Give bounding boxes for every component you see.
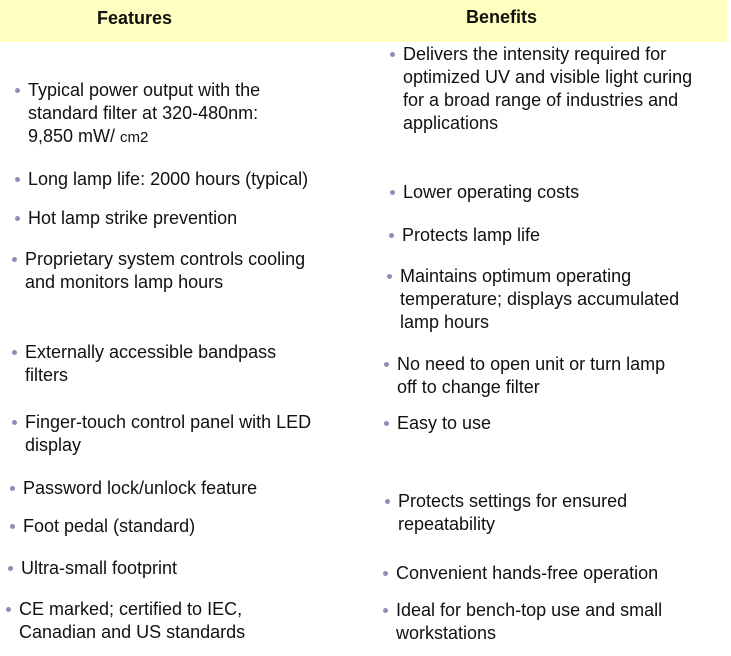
benefit-line: applications: [403, 113, 499, 133]
feature-line: Ultra-small footprint: [21, 558, 178, 578]
bullet-icon: [12, 257, 17, 262]
benefit-line: optimized UV and visible light curing: [403, 67, 693, 87]
bullet-icon: [12, 420, 17, 425]
bullet-icon: [387, 274, 392, 279]
benefit-line: Protects settings for ensured: [398, 491, 628, 511]
bullet-icon: [15, 177, 20, 182]
bullet-icon: [389, 233, 394, 238]
benefit-line: Easy to use: [397, 413, 492, 433]
bullet-icon: [12, 350, 17, 355]
benefit-line: off to change filter: [397, 377, 540, 397]
bullet-icon: [6, 607, 11, 612]
benefit-line: temperature; displays accumulated: [400, 289, 680, 309]
bullet-icon: [390, 52, 395, 57]
feature-line: standard filter at 320-480nm:: [28, 103, 259, 123]
feature-line: Externally accessible bandpass: [25, 342, 277, 362]
benefit-line: Maintains optimum operating: [400, 266, 632, 286]
bullet-icon: [385, 499, 390, 504]
feature-line: CE marked; certified to IEC,: [19, 599, 243, 619]
bullet-icon: [383, 608, 388, 613]
benefit-line: workstations: [396, 623, 497, 643]
feature-line: Foot pedal (standard): [23, 516, 196, 536]
benefit-line: Convenient hands-free operation: [396, 563, 659, 583]
bullet-icon: [8, 566, 13, 571]
bullet-icon: [15, 216, 20, 221]
bullet-icon: [15, 88, 20, 93]
benefit-line: Lower operating costs: [403, 182, 580, 202]
feature-line: Typical power output with the: [28, 80, 261, 100]
bullet-icon: [10, 524, 15, 529]
benefit-line: lamp hours: [400, 312, 490, 332]
benefit-line: No need to open unit or turn lamp: [397, 354, 666, 374]
feature-line: Password lock/unlock feature: [23, 478, 258, 498]
feature-line: Finger-touch control panel with LED: [25, 412, 312, 432]
bullet-icon: [384, 421, 389, 426]
feature-line: 9,850 mW/: [28, 126, 121, 146]
benefit-line: Protects lamp life: [402, 225, 541, 245]
features-heading: Features: [97, 8, 173, 28]
benefit-line: Delivers the intensity required for: [403, 44, 667, 64]
feature-unit: cm2: [120, 129, 149, 146]
bullet-icon: [384, 362, 389, 367]
benefits-heading: Benefits: [466, 7, 538, 27]
bullet-icon: [10, 486, 15, 491]
feature-line: and monitors lamp hours: [25, 272, 224, 292]
feature-line: display: [25, 435, 82, 455]
benefit-line: repeatability: [398, 514, 496, 534]
bullet-icon: [383, 571, 388, 576]
benefit-line: Ideal for bench-top use and small: [396, 600, 663, 620]
feature-line: Proprietary system controls cooling: [25, 249, 306, 269]
feature-line: Hot lamp strike prevention: [28, 208, 238, 228]
benefit-line: for a broad range of industries and: [403, 90, 679, 110]
feature-line: filters: [25, 365, 69, 385]
feature-line: Canadian and US standards: [19, 622, 246, 642]
bullet-icon: [390, 190, 395, 195]
feature-line: Long lamp life: 2000 hours (typical): [28, 169, 309, 189]
